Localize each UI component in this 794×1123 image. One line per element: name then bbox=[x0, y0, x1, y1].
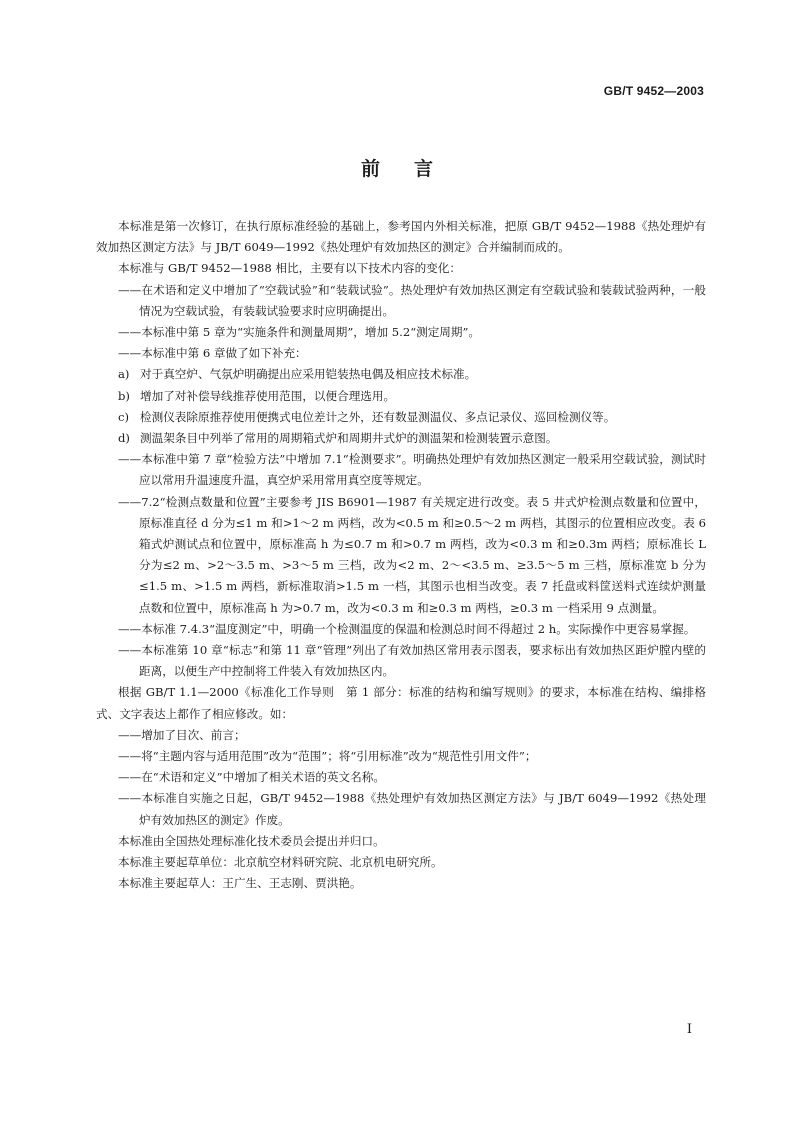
dash-item-toc: ——增加了目次、前言； bbox=[118, 727, 246, 742]
dash-item-chapter6: ——本标准中第 6 章做了如下补充： bbox=[118, 346, 307, 361]
list-item-label: c) bbox=[118, 409, 130, 424]
dash-item-chapter10-11: ——本标准第 10 章“标志”和第 11 章“管理”列出了有效加热区常用表示图表，要求标出有效加热区距炉膛内壁的距离，以便生产中控制将工件装入有效加热区内。 bbox=[118, 643, 706, 679]
dash-item-section72: ——7.2“检测点数量和位置”主要参考 JIS B6901—1987 有关规定进行改变。表 5 井式炉检测点数量和位置中，原标准直径 d 分为≤1 m 和>1～2 m 两档，改为<0.5 m 和≥0.5～2 m 两档，其图示的位置相应改变。表 6 箱式炉测试点和位置中，原标准高 h 为≤0.7 m 和>0.7 m 两档，改为<0.3 m 和≥0.3m 两档；原标准长 L 分为≤2 m、>2～3.5 m、>3～5 m 三档，改为<2 m、2～<3.5 m、≥3.5～5 m 三档，原标准宽 b 分为≤1.5 m、>1.5 m 两档，新标准取消>1.5 m 一档，其图示也相当改变。表 7 托盘或料筐送料式连续炉测量点数和位置中，原标准高 h 为>0.7 m，改为<0.3 m 和≥0.3 m 两档，≥0.3 m 一档采用 9 点测量。 bbox=[118, 494, 706, 615]
dash-item-chapter5: ——本标准中第 5 章为“实施条件和测量周期”，增加 5.2“测定周期”。 bbox=[118, 325, 481, 340]
paragraph-intro: 本标准是第一次修订，在执行原标准经验的基础上，参考国内外相关标准，把原 GB/T 9452—1988《热处理炉有效加热区测定方法》与 JB/T 6049—1992《热处理炉有效加热区的测定》合并编制而成的。 bbox=[96, 219, 706, 255]
dash-item-supersede: ——本标准自实施之日起，GB/T 9452—1988《热处理炉有效加热区测定方法》与 JB/T 6049—1992《热处理炉有效加热区的测定》作废。 bbox=[118, 791, 706, 827]
paragraph-drafters: 本标准主要起草人：王广生、王志刚、贾洪艳。 bbox=[118, 876, 362, 891]
list-item-label: b) bbox=[118, 388, 130, 403]
list-item bbox=[96, 428, 706, 449]
list-item-text: 增加了对补偿导线推荐使用范围，以便合理选用。 bbox=[140, 388, 396, 403]
paragraph-gbt11: 根据 GB/T 1.1—2000《标准化工作导则 第 1 部分：标准的结构和编写规则》的要求，本标准在结构、编排格式、文字表达上都作了相应修改。如： bbox=[96, 685, 706, 721]
list-item-label: d) bbox=[118, 431, 130, 446]
paragraph-proposer: 本标准由全国热处理标准化技术委员会提出并归口。 bbox=[118, 833, 385, 848]
standard-code: GB/T 9452—2003 bbox=[603, 84, 704, 98]
dash-item-terms: ——在术语和定义中增加了“空载试验”和“装载试验”。热处理炉有效加热区测定有空载试验和装载试验两种，一般情况为空载试验，有装载试验要求时应明确提出。 bbox=[118, 282, 706, 318]
list-item-text: 测温架条目中列举了常用的周期箱式炉和周期井式炉的测温架和检测装置示意图。 bbox=[140, 431, 558, 446]
foreword-body bbox=[96, 216, 706, 895]
list-item-label: a) bbox=[118, 367, 130, 382]
list-item-text: 对于真空炉、气氛炉明确提出应采用铠装热电偶及相应技术标准。 bbox=[140, 367, 477, 382]
list-item bbox=[96, 364, 706, 385]
list-item bbox=[96, 407, 706, 428]
dash-item-english-terms: ——在“术语和定义”中增加了相关术语的英文名称。 bbox=[118, 770, 385, 785]
dash-item-section743: ——本标准 7.4.3“温度测定”中，明确一个检测温度的保温和检测总时间不得超过 2 h。实际操作中更容易掌握。 bbox=[118, 621, 696, 636]
paragraph-drafting-units: 本标准主要起草单位：北京航空材料研究院、北京机电研究所。 bbox=[118, 855, 443, 870]
page-title: 前言 bbox=[360, 158, 467, 180]
list-item bbox=[96, 386, 706, 407]
paragraph-changes-intro: 本标准与 GB/T 9452—1988 相比，主要有以下技术内容的变化： bbox=[118, 261, 461, 276]
list-item-text: 检测仪表除原推荐使用便携式电位差计之外，还有数显测温仪、多点记录仪、巡回检测仪等。 bbox=[140, 409, 616, 424]
dash-item-scope: ——将“主题内容与适用范围”改为“范围”；将“引用标准”改为“规范性引用文件”； bbox=[118, 749, 537, 764]
dash-item-chapter7: ——本标准中第 7 章“检验方法”中增加 7.1“检测要求”。明确热处理炉有效加热区测定一般采用空载试验，测试时应以常用升温速度升温，真空炉采用常用真空度等规定。 bbox=[118, 452, 706, 488]
page-number: I bbox=[686, 1022, 692, 1037]
